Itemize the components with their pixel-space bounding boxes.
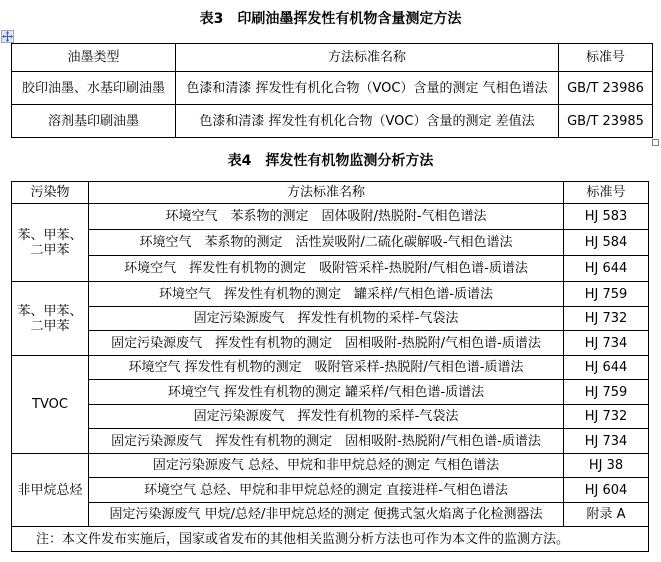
table4-voc-monitoring-methods <box>11 181 649 552</box>
header-pollutant[interactable]: 污染物 <box>12 182 89 204</box>
method-cell[interactable]: 固定污染源废气 甲烷/总烃/非甲烷总烃的测定 便携式氢火焰离子化检测器法 <box>89 503 564 527</box>
method-cell[interactable]: 固定污染源废气 挥发性有机物的采样-气袋法 <box>89 405 564 429</box>
table-row <box>12 105 653 138</box>
table-row <box>12 380 649 405</box>
method-cell[interactable]: 固定污染源废气 挥发性有机物的测定 固相吸附-热脱附/气相色谱-质谱法 <box>89 429 564 454</box>
table-row <box>12 307 649 331</box>
note-cell[interactable]: 注：本文件发布实施后，国家或省发布的其他相关监测分析方法也可作为本文件的监测方法。 <box>12 527 649 552</box>
method-cell[interactable]: 固定污染源废气 挥发性有机物的测定 固相吸附-热脱附/气相色谱-质谱法 <box>89 331 564 356</box>
standard-cell[interactable]: HJ 734 <box>564 429 649 454</box>
table-row <box>12 72 653 105</box>
method-cell[interactable]: 环境空气 总烃、甲烷和非甲烷总烃的测定 直接进样-气相色谱法 <box>89 478 564 503</box>
pollutant-cell[interactable]: 苯、甲苯、二甲苯 <box>12 282 89 356</box>
header-method-name[interactable]: 方法标准名称 <box>176 44 559 72</box>
table-row <box>12 454 649 478</box>
header-standard-no[interactable]: 标准号 <box>559 44 653 72</box>
table-row <box>12 478 649 503</box>
table-row <box>12 503 649 527</box>
ink-type-cell[interactable]: 溶剂基印刷油墨 <box>12 105 176 138</box>
standard-cell[interactable]: HJ 732 <box>564 405 649 429</box>
table-note-row <box>12 527 649 552</box>
method-cell[interactable]: 环境空气 挥发性有机物的测定 吸附管采样-热脱附/气相色谱-质谱法 <box>89 256 564 282</box>
table-resize-handle-icon[interactable] <box>652 139 659 146</box>
standard-cell[interactable]: HJ 584 <box>564 230 649 256</box>
standard-cell[interactable]: HJ 38 <box>564 454 649 478</box>
method-cell[interactable]: 环境空气 苯系物的测定 活性炭吸附/二硫化碳解吸-气相色谱法 <box>89 230 564 256</box>
method-cell[interactable]: 固定污染源废气 挥发性有机物的采样-气袋法 <box>89 307 564 331</box>
pollutant-cell[interactable]: 苯、甲苯、二甲苯 <box>12 204 89 282</box>
table-move-handle-icon[interactable] <box>1 30 14 43</box>
standard-cell[interactable]: HJ 604 <box>564 478 649 503</box>
standard-cell[interactable]: 附录 A <box>564 503 649 527</box>
table-row <box>12 256 649 282</box>
standard-cell[interactable]: HJ 732 <box>564 307 649 331</box>
standard-cell[interactable]: HJ 759 <box>564 380 649 405</box>
table-row <box>12 282 649 307</box>
standard-cell[interactable]: HJ 644 <box>564 256 649 282</box>
header-standard-no[interactable]: 标准号 <box>564 182 649 204</box>
method-cell[interactable]: 环境空气 挥发性有机物的测定 罐采样/气相色谱-质谱法 <box>89 282 564 307</box>
table4-title: 表4 挥发性有机物监测分析方法 <box>227 153 434 169</box>
table-header-row <box>12 182 649 204</box>
standard-cell[interactable]: HJ 644 <box>564 356 649 380</box>
header-ink-type[interactable]: 油墨类型 <box>12 44 176 72</box>
method-cell[interactable]: 环境空气 苯系物的测定 固体吸附/热脱附-气相色谱法 <box>89 204 564 230</box>
pollutant-cell[interactable]: 非甲烷总烃 <box>12 454 89 527</box>
table-row <box>12 429 649 454</box>
table-header-row <box>12 44 653 72</box>
standard-cell[interactable]: HJ 734 <box>564 331 649 356</box>
method-cell[interactable]: 色漆和清漆 挥发性有机化合物（VOC）含量的测定 气相色谱法 <box>176 72 559 105</box>
table3-title: 表3 印刷油墨挥发性有机物含量测定方法 <box>199 11 462 27</box>
table-row <box>12 331 649 356</box>
header-method-name[interactable]: 方法标准名称 <box>89 182 564 204</box>
pollutant-cell[interactable]: TVOC <box>12 356 89 454</box>
method-cell[interactable]: 环境空气 挥发性有机物的测定 吸附管采样-热脱附/气相色谱-质谱法 <box>89 356 564 380</box>
standard-cell[interactable]: GB/T 23986 <box>559 72 653 105</box>
standard-cell[interactable]: HJ 583 <box>564 204 649 230</box>
ink-type-cell[interactable]: 胶印油墨、水基印刷油墨 <box>12 72 176 105</box>
method-cell[interactable]: 色漆和清漆 挥发性有机化合物（VOC）含量的测定 差值法 <box>176 105 559 138</box>
table-row <box>12 230 649 256</box>
method-cell[interactable]: 环境空气 挥发性有机物的测定 罐采样/气相色谱-质谱法 <box>89 380 564 405</box>
move-arrows-icon <box>2 31 13 42</box>
table-row <box>12 204 649 230</box>
table-row <box>12 356 649 380</box>
table-row <box>12 405 649 429</box>
method-cell[interactable]: 固定污染源废气 总烃、甲烷和非甲烷总烃的测定 气相色谱法 <box>89 454 564 478</box>
standard-cell[interactable]: HJ 759 <box>564 282 649 307</box>
table3-ink-voc-methods <box>11 43 653 138</box>
standard-cell[interactable]: GB/T 23985 <box>559 105 653 138</box>
